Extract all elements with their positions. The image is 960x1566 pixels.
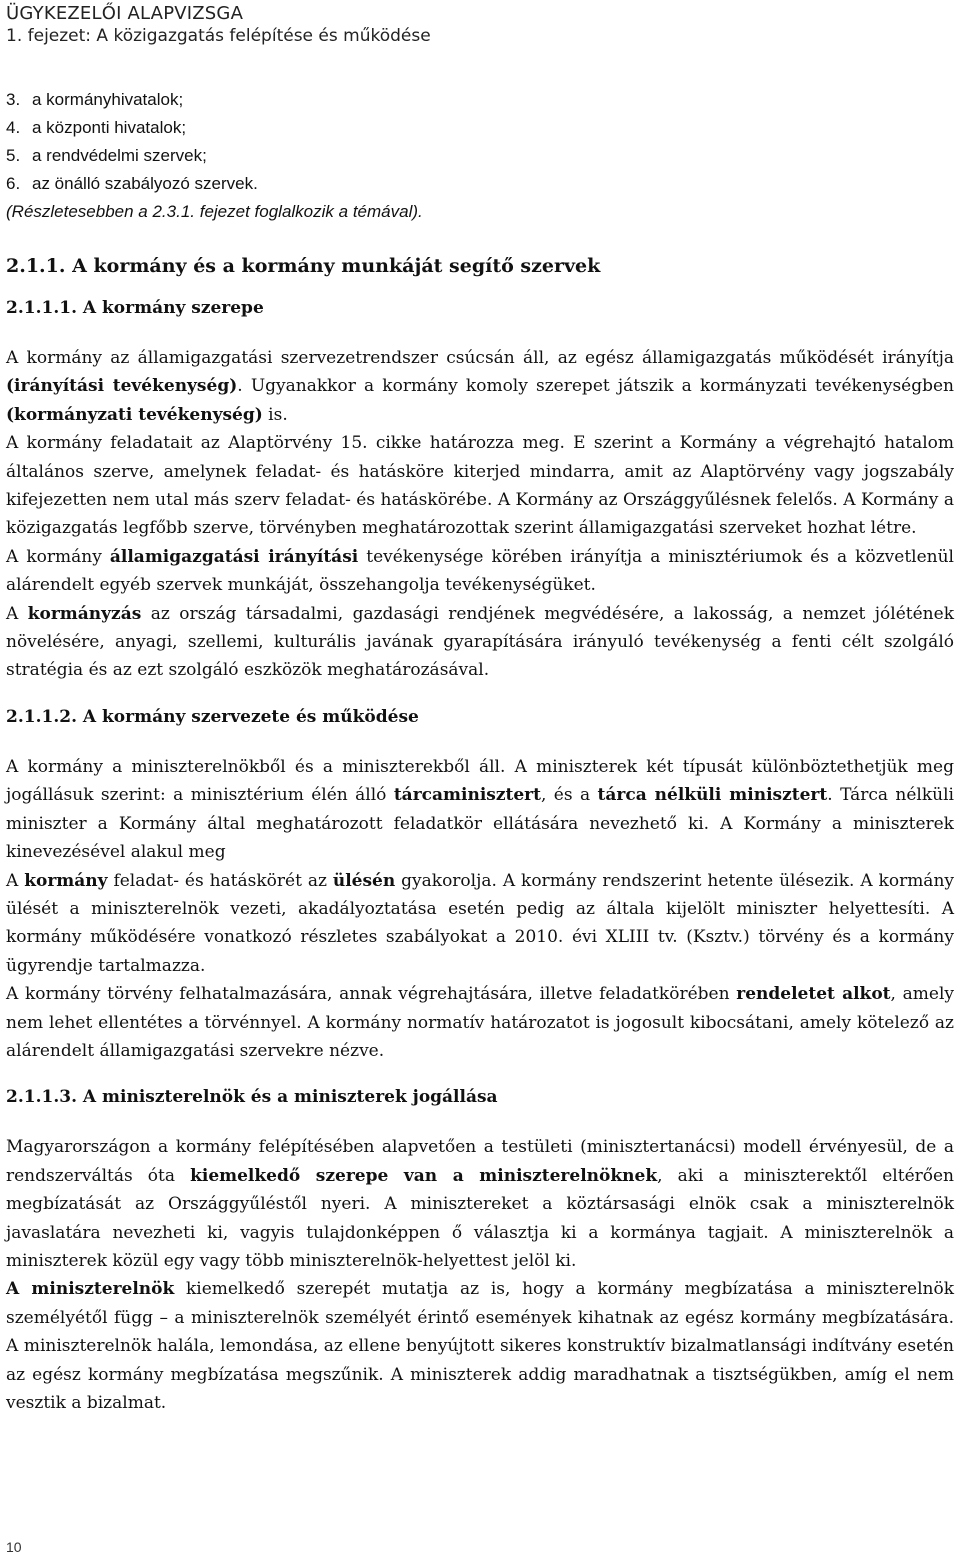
header-chapter: 1. fejezet: A közigazgatás felépítése és működése [6, 26, 431, 46]
document-body [6, 86, 954, 1417]
list-text: a központi hivatalok; [32, 118, 187, 137]
paragraph: A kormányzás az ország társadalmi, gazdasági rendjének megvédésére, a lakosság, a nemzet jólétének növelésére, anyagi, szellemi, kulturális javának gyarapítására irányuló tevékenység a fenti célt szolgáló stratégia és az ezt szolgáló eszközök meghatározásával. [6, 603, 954, 681]
paragraph: A kormány törvény felhatalmazására, annak végrehajtására, illetve feladatkörében rendeletet alkot, amely nem lehet ellentétes a törvénnyel. A kormány normatív határozatot is jogosult kibocsátani, amely kötelező az alárendelt államigazgatási szervekre nézve. [6, 984, 954, 1061]
section-heading-miniszterelnok: 2.1.1.3. A miniszterelnök és a miniszterek jogállása [6, 1087, 498, 1108]
section-heading-kormany-szerepe: 2.1.1.1. A kormány szerepe [6, 298, 264, 318]
header-title: ÜGYKEZELŐI ALAPVIZSGA [6, 3, 244, 24]
list-text: az önálló szabályozó szervek. [32, 174, 258, 193]
page-number: 10 [6, 1539, 22, 1555]
list-text: a kormányhivatalok; [32, 90, 184, 109]
list-number: 5. [6, 146, 21, 165]
paragraph: A kormány feladat- és hatáskörét az ülésén gyakorolja. A kormány rendszerint hetente ülésezik. A kormány ülését a miniszterelnök vezeti, akadályoztatása esetén pedig az általa kijelölt miniszter helyettesíti. A kormány működésére vonatkozó részletes szabályokat a 2010. évi XLIII tv. (Ksztv.) törvény és a kormány ügyrendje tartalmazza. [6, 870, 954, 976]
list-number: 6. [6, 174, 21, 193]
paragraph: A miniszterelnök kiemelkedő szerepét mutatja az is, hogy a kormány megbízatása a miniszterelnök személyétől függ – a miniszterelnök személyét érintő események kihatnak az egész kormány megbízatására. A miniszterelnök halála, lemondása, az ellene benyújtott sikeres konstruktív bizalmatlansági indítvány esetén az egész kormány megbízatása megszűnik. A miniszterek addig maradhatnak a tisztségükben, amíg el nem vesztik a bizalmat. [6, 1279, 954, 1413]
list-number: 3. [6, 90, 21, 109]
paragraph: A kormány az államigazgatási szervezetrendszer csúcsán áll, az egész államigazgatás működését irányítja (irányítási tevékenység). Ugyanakkor a kormány komoly szerepet játszik a kormányzati tevékenységben (kormányzati tevékenység) is. [6, 348, 955, 425]
page-header [6, 2, 431, 48]
section-heading-main: 2.1.1. A kormány és a kormány munkáját segítő szervek [6, 255, 601, 277]
numbered-list [6, 86, 954, 226]
chapter-reference: (Részletesebben a 2.3.1. fejezet foglalkozik a témával). [6, 202, 423, 221]
list-item [6, 170, 954, 198]
list-item [6, 86, 954, 114]
paragraph: A kormány feladatait az Alaptörvény 15. cikke határozza meg. E szerint a Kormány a végrehajtó hatalom általános szerve, amelynek feladat- és hatásköre kiterjed mindarra, amit az Alaptörvény vagy jogszabály kifejezetten nem utal más szerv feladat- és hatáskörébe. A Kormány az Országgyűlésnek felelős. A Kormány a közigazgatás legfőbb szerve, törvényben meghatározottak szerint államigazgatási szerveket hozhat létre. [6, 433, 954, 539]
paragraph: Magyarországon a kormány felépítésében alapvetően a testületi (minisztertanácsi) modell érvényesül, de a rendszerváltás óta kiemelkedő szerepe van a miniszterelnöknek, aki a miniszterektől eltérően megbízatását az Országgyűléstől nyeri. A minisztereket a köztársasági elnök csak a miniszterelnök javaslatára nevezheti ki, vagyis tulajdonképpen ő választja ki a kormánya tagjait. A miniszterelnök a miniszterek közül egy vagy több miniszterelnök-helyettest jelöl ki. [6, 1137, 955, 1271]
list-item [6, 142, 954, 170]
paragraph: A kormány államigazgatási irányítási tevékenysége körében irányítja a minisztériumok és a közvetlenül alárendelt egyéb szervek munkáját, összehangolja tevékenységüket. [6, 546, 954, 596]
list-item [6, 114, 954, 142]
list-text: a rendvédelmi szervek; [32, 146, 207, 165]
section-heading-kormany-szervezete: 2.1.1.2. A kormány szervezete és működése [6, 706, 419, 727]
paragraph: A kormány a miniszterelnökből és a miniszterekből áll. A miniszterek két típusát különböztethetjük meg jogállásuk szerint: a minisztérium élén álló tárcaminisztert, és a tárca nélküli minisztert. Tárca nélküli miniszter a Kormány által meghatározott feladatkör ellátására nevezhető ki. A Kormány a miniszterek kinevezésével alakul meg [6, 756, 954, 863]
list-number: 4. [6, 118, 21, 137]
